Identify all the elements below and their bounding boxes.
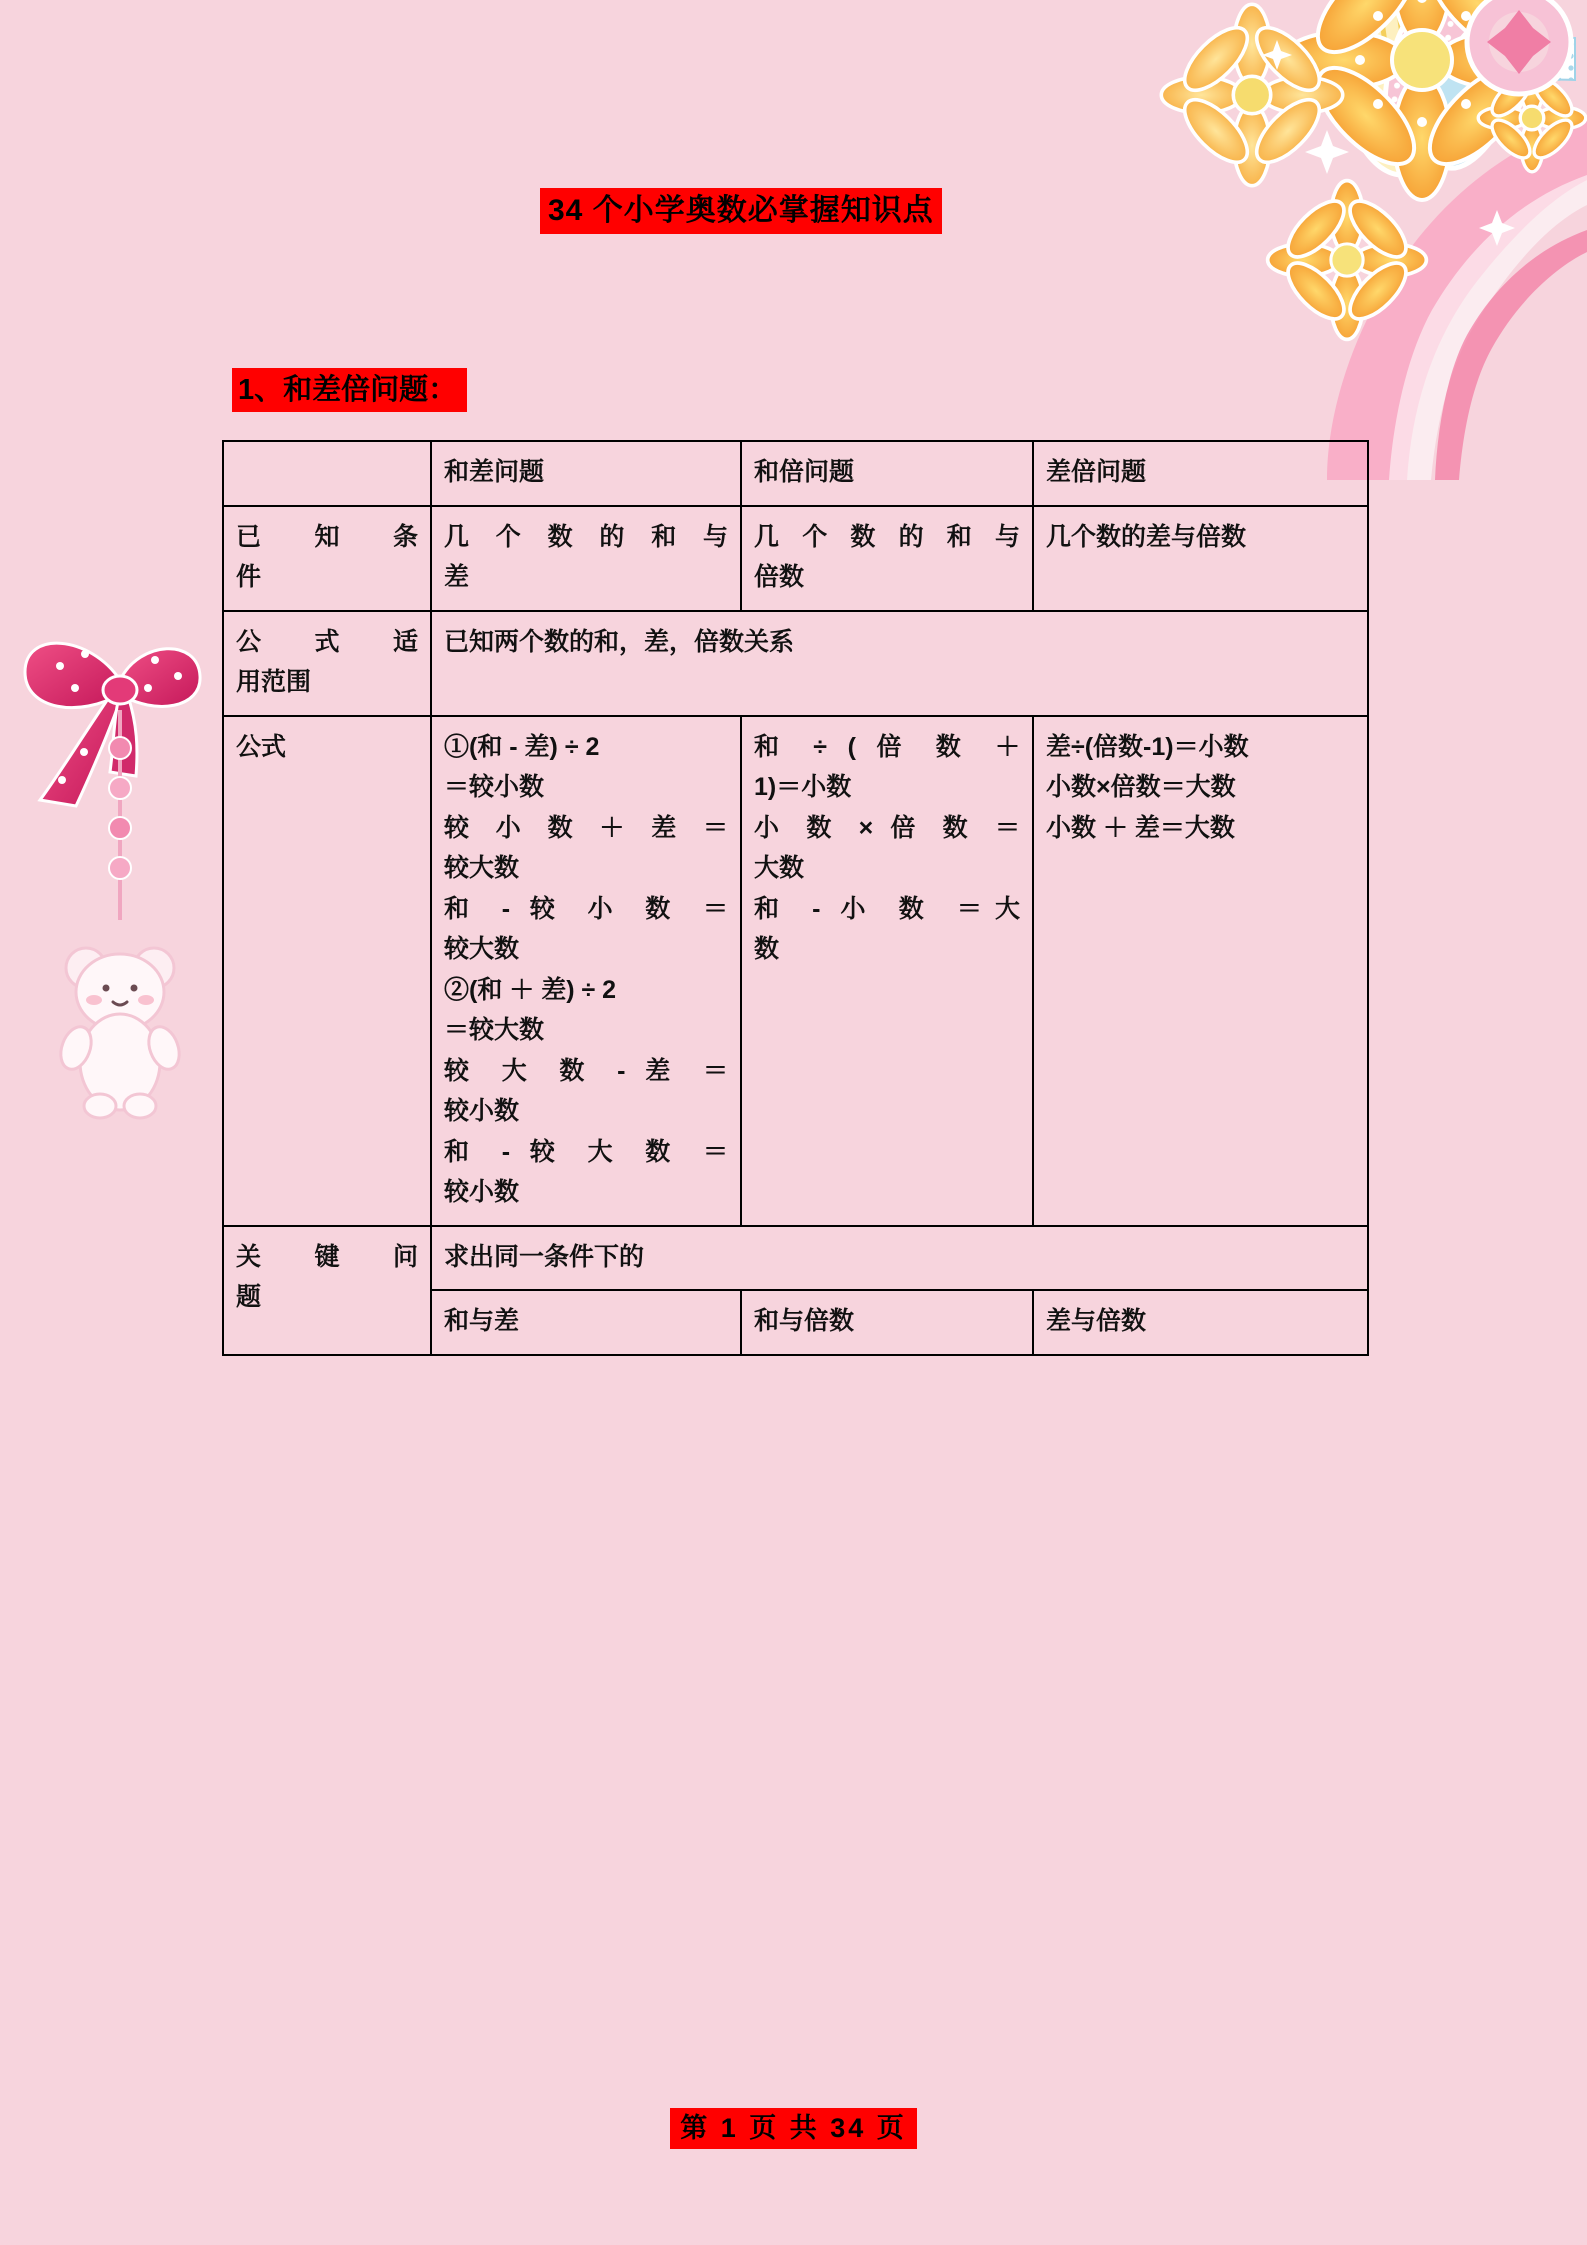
cell-key-problem-merged: 求出同一条件下的 bbox=[431, 1226, 1368, 1291]
cell-line: 几个数的差与倍数 bbox=[1046, 522, 1247, 551]
cell-formula-scope-merged: 已知两个数的和，差，倍数关系 bbox=[431, 611, 1368, 716]
header-cell-hecha: 和差问题 bbox=[431, 441, 741, 506]
formula-line: 较小数 bbox=[444, 1178, 520, 1206]
formula-line: 数 bbox=[754, 935, 780, 963]
cell-known-hecha bbox=[431, 506, 741, 611]
table-header-row bbox=[223, 441, 1368, 506]
cell-line: 几 个 数 的 和 与 bbox=[444, 522, 728, 551]
knowledge-table bbox=[222, 440, 1369, 1356]
table-row-known-conditions bbox=[223, 506, 1368, 611]
page-title: 34 个小学奥数必掌握知识点 bbox=[540, 188, 942, 234]
page-number: 第 1 页 共 34 页 bbox=[670, 2108, 917, 2149]
cell-key-hebei: 和与倍数 bbox=[741, 1290, 1033, 1355]
formula-line: 小数×倍数＝大数 bbox=[1046, 773, 1236, 801]
cell-formulas-hebei bbox=[741, 716, 1033, 1226]
cell-known-hebei bbox=[741, 506, 1033, 611]
formula-line: 和 - 小 数 ＝大 bbox=[754, 894, 1020, 923]
row-label-known-conditions bbox=[223, 506, 431, 611]
table-row-key-problem-top bbox=[223, 1226, 1368, 1291]
row-label-formulas: 公式 bbox=[223, 716, 431, 1226]
cell-known-chabei bbox=[1033, 506, 1368, 611]
section-title: 1、和差倍问题： bbox=[232, 368, 467, 412]
row-label-line1: 关 键 问 bbox=[236, 1242, 418, 1271]
formula-line: 大数 bbox=[754, 854, 805, 882]
header-cell-hebei: 和倍问题 bbox=[741, 441, 1033, 506]
formula-line: 较 大 数 - 差 ＝ bbox=[444, 1056, 728, 1085]
cell-formulas-chabei bbox=[1033, 716, 1368, 1226]
row-label-line1: 公 式 适 bbox=[236, 627, 418, 656]
cell-line: 几个数的和与 bbox=[754, 522, 1020, 551]
page-footer bbox=[0, 2108, 1587, 2149]
formula-line: ①(和 - 差) ÷ 2 bbox=[444, 732, 600, 761]
formula-line: 较大数 bbox=[444, 854, 520, 882]
formula-line: 和 ÷ ( 倍 数 ＋ bbox=[754, 732, 1020, 761]
formula-line: ＝较大数 bbox=[444, 1016, 545, 1044]
cell-line: 倍数 bbox=[754, 563, 805, 591]
formula-line: 较大数 bbox=[444, 935, 520, 963]
formula-line: 1)＝小数 bbox=[754, 773, 852, 801]
formula-line: 小 数 × 倍 数 ＝ bbox=[754, 813, 1020, 842]
formula-line: 和 - 较 小 数 ＝ bbox=[444, 894, 728, 923]
formula-line: 差÷(倍数-1)＝小数 bbox=[1046, 732, 1249, 761]
row-label-line2: 件 bbox=[236, 563, 262, 591]
table-row-formulas bbox=[223, 716, 1368, 1226]
cell-key-hecha: 和与差 bbox=[431, 1290, 741, 1355]
row-label-key-problem bbox=[223, 1226, 431, 1355]
formula-line: 和 - 较 大 数 ＝ bbox=[444, 1137, 728, 1166]
header-cell-blank bbox=[223, 441, 431, 506]
row-label-line1: 已 知 条 bbox=[236, 522, 418, 551]
formula-line: 较 小 数 ＋ 差 ＝ bbox=[444, 813, 728, 842]
cell-line: 差 bbox=[444, 563, 470, 591]
cell-key-chabei: 差与倍数 bbox=[1033, 1290, 1368, 1355]
formula-line: 小数 ＋ 差＝大数 bbox=[1046, 813, 1235, 842]
header-cell-chabei: 差倍问题 bbox=[1033, 441, 1368, 506]
table-row-formula-scope bbox=[223, 611, 1368, 716]
formula-line: ②(和 ＋ 差) ÷ 2 bbox=[444, 975, 617, 1004]
cell-formulas-hecha bbox=[431, 716, 741, 1226]
row-label-line2: 用范围 bbox=[236, 668, 312, 696]
formula-line: 较小数 bbox=[444, 1097, 520, 1125]
row-label-formula-scope bbox=[223, 611, 431, 716]
row-label-line2: 题 bbox=[236, 1283, 262, 1311]
formula-line: ＝较小数 bbox=[444, 773, 545, 801]
